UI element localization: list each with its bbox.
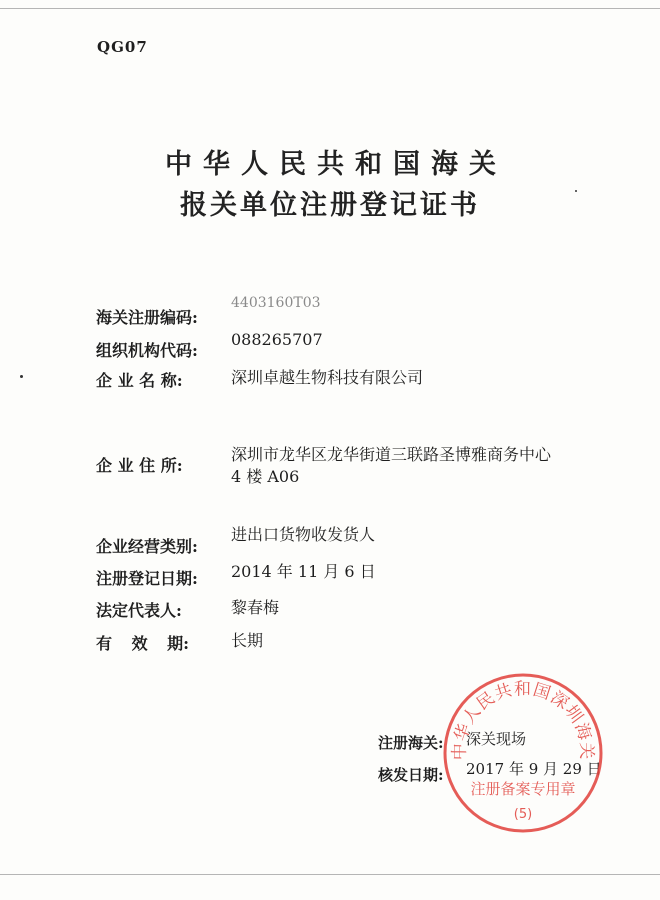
field-value: 4403160T03	[231, 295, 321, 311]
field-label: 注册登记日期:	[96, 569, 198, 588]
seal-arc-text: 中华人民共和国深圳海关	[449, 679, 597, 761]
field-label: 有 效 期:	[96, 634, 190, 653]
field-label: 企业经营类别:	[96, 537, 198, 556]
field-value-line-2: 4 楼 A06	[231, 467, 300, 486]
signature-label: 核发日期:	[378, 766, 444, 784]
scan-speck	[575, 190, 577, 192]
field-label: 组织机构代码:	[96, 341, 198, 360]
field-value: 黎春梅	[231, 598, 280, 617]
field-label: 海关注册编码:	[96, 308, 198, 327]
field-value-line-1: 深圳市龙华区龙华街道三联路圣博雅商务中心	[231, 445, 552, 464]
field-value: 深圳卓越生物科技有限公司	[231, 368, 424, 387]
signature-value: 深关现场	[466, 730, 527, 748]
seal-purpose-text: 注册备案专用章	[470, 780, 576, 798]
form-code: QG07	[97, 38, 148, 56]
signature-label: 注册海关:	[378, 734, 444, 752]
title-line-2: 报关单位注册登记证书	[180, 190, 480, 221]
bottom-scan-edge	[0, 874, 660, 875]
scan-speck	[20, 375, 23, 378]
signature-value: 2017 年 9 月 29 日	[466, 760, 602, 778]
field-value: 2014 年 11 月 6 日	[231, 562, 376, 581]
top-scan-edge	[0, 8, 660, 9]
field-value: 088265707	[231, 330, 323, 349]
field-label: 法定代表人:	[96, 601, 182, 620]
title-line-1: 中华人民共和国海关	[165, 149, 507, 180]
field-value: 长期	[231, 631, 264, 650]
official-seal-stamp	[438, 668, 608, 838]
field-label: 企 业 名 称:	[96, 371, 183, 390]
field-value: 进出口货物收发货人	[231, 525, 376, 544]
field-label: 企 业 住 所:	[96, 456, 183, 475]
seal-number-text: (5)	[513, 807, 533, 822]
